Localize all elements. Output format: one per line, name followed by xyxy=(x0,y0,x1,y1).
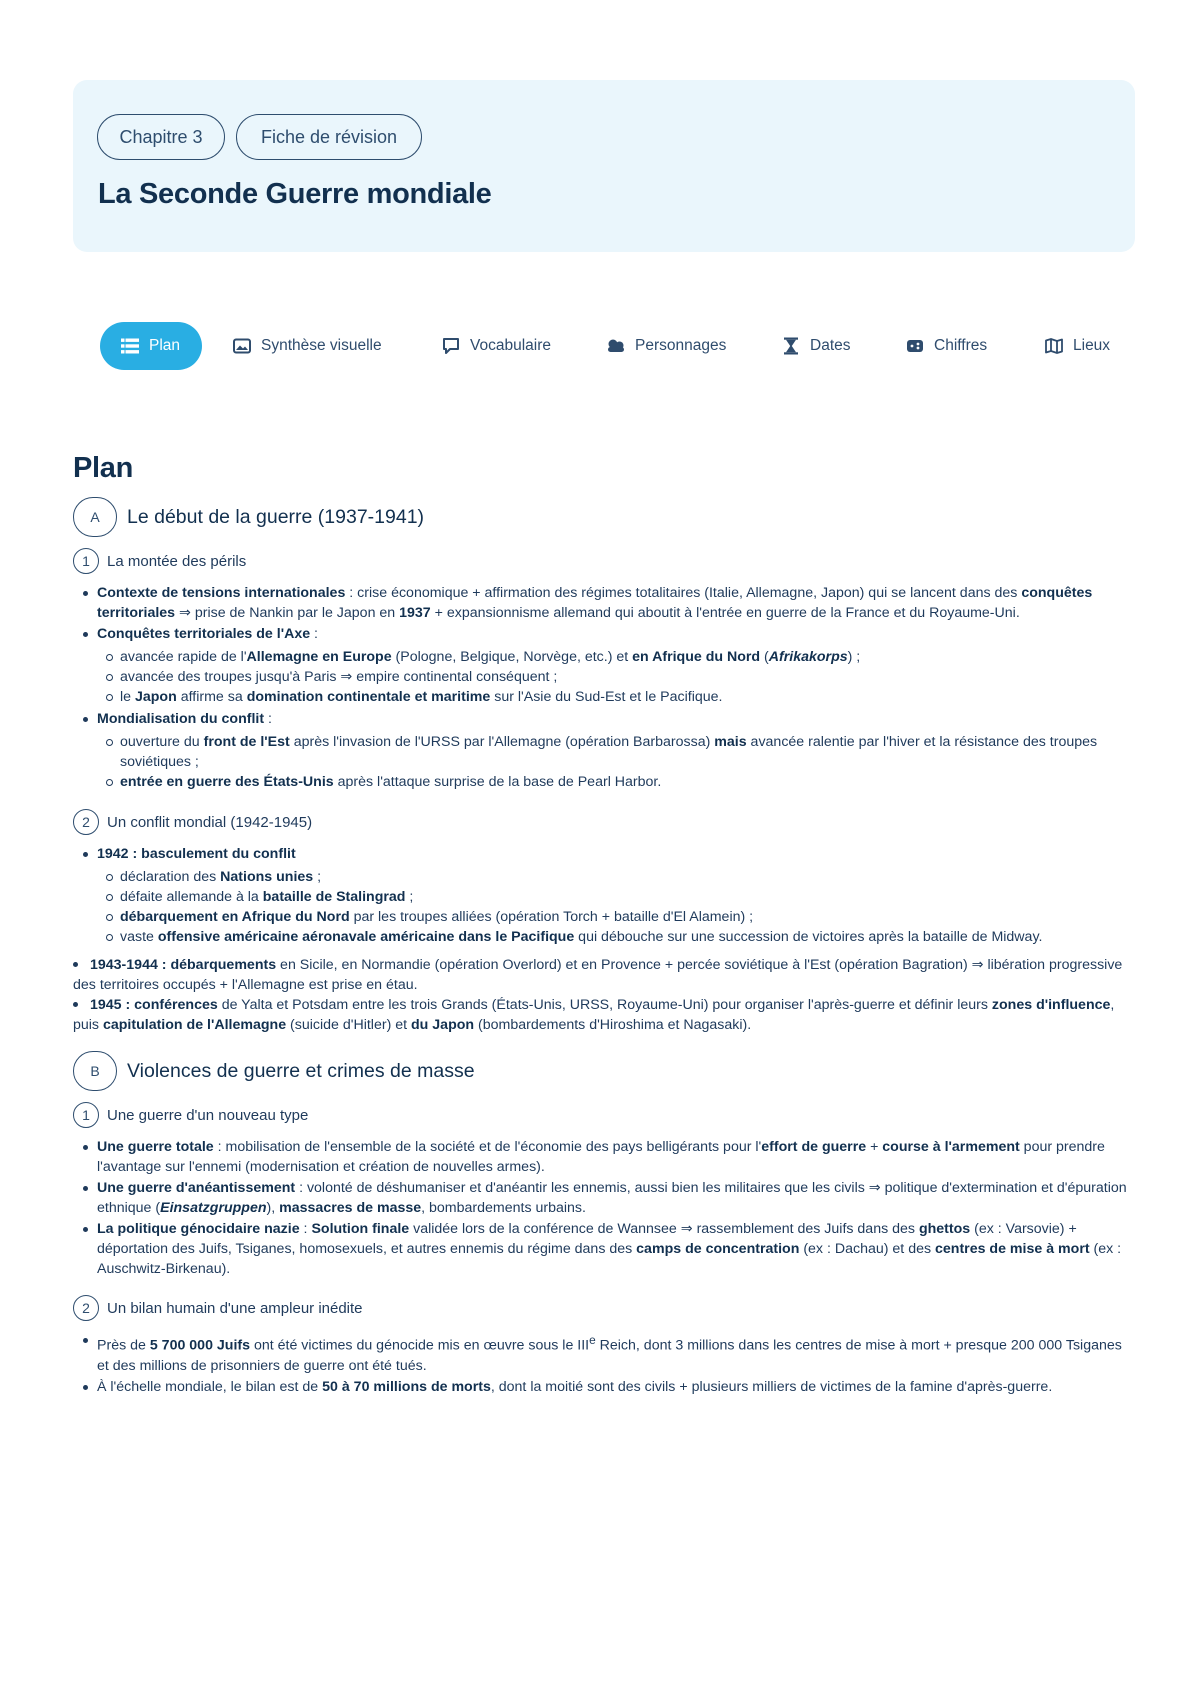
list-item: déclaration des Nations unies ; xyxy=(97,867,1135,887)
list-item: avancée rapide de l'Allemagne en Europe (Pologne, Belgique, Norvège, etc.) et en Afrique du Nord (Afrikakorps) ; xyxy=(97,647,1135,667)
tab-visual-synthesis[interactable] xyxy=(232,322,382,370)
tab-label: Personnages xyxy=(635,337,727,354)
list-icon xyxy=(120,336,140,356)
paragraph: 1945 : conférences de Yalta et Potsdam entre les trois Grands (États-Unis, URSS, Royaume-Uni) pour organiser l'après-guerre et définir leurs zones d'influence, puis capitulation de l'Allemagne (suicide d'Hitler) et du Japon (bombardements d'Hiroshima et Nagasaki). xyxy=(73,997,1115,1033)
list-item: À l'échelle mondiale, le bilan est de 50 à 70 millions de morts, dont la moitié sont des civils + plusieurs milliers de victimes de la famine d'après-guerre. xyxy=(73,1377,1135,1397)
tab-label: Dates xyxy=(810,337,851,354)
bullet-list xyxy=(73,583,1135,792)
subsection-title: La montée des périls xyxy=(107,552,247,570)
subsection-title: Un conflit mondial (1942-1945) xyxy=(107,813,313,831)
map-icon xyxy=(1044,336,1064,356)
list-item: défaite allemande à la bataille de Stalingrad ; xyxy=(97,887,1135,907)
people-icon xyxy=(606,336,626,356)
bullet-list xyxy=(73,1330,1135,1397)
tab-people[interactable] xyxy=(606,322,726,370)
sheet-type-pill: Fiche de révision xyxy=(236,114,422,160)
list-item: ouverture du front de l'Est après l'invasion de l'URSS par l'Allemagne (opération Barbarossa) mais avancée ralentie par l'hiver et la résistance des troupes soviétiques ; xyxy=(97,732,1135,772)
subsection-badge: 1 xyxy=(73,1102,99,1128)
image-icon xyxy=(232,336,252,356)
subsection-a1-header xyxy=(73,547,1135,575)
sub-list xyxy=(97,867,1135,947)
list-item: débarquement en Afrique du Nord par les troupes alliées (opération Torch + bataille d'El Alamein) ; xyxy=(97,907,1135,927)
section-b-header xyxy=(73,1049,1135,1093)
list-item: le Japon affirme sa domination continentale et maritime sur l'Asie du Sud-Est et le Pacifique. xyxy=(97,687,1135,707)
subsection-badge: 1 xyxy=(73,548,99,574)
tab-plan[interactable] xyxy=(100,322,202,370)
subsection-b1-header xyxy=(73,1101,1135,1129)
tab-label: Plan xyxy=(149,337,181,354)
list-item: vaste offensive américaine aéronavale américaine dans le Pacifique qui débouche sur une succession de victoires après la bataille de Midway. xyxy=(97,927,1135,947)
subsection-badge: 2 xyxy=(73,809,99,835)
subsection-b2-header xyxy=(73,1294,1135,1322)
bullet-list xyxy=(73,1137,1135,1279)
list-item: Conquêtes territoriales de l'Axe : avancée rapide de l'Allemagne en Europe (Pologne, Belgique, Norvège, etc.) et en Afrique du Nord (Afrikakorps) ; avancée des troupes jusqu'à Paris ⇒ empire continental conséquent ; le Japon affirme sa domination continentale et maritime sur l'Asie du Sud-Est et le Pacifique. xyxy=(73,624,1135,707)
subsection-title: Un bilan humain d'une ampleur inédite xyxy=(107,1299,363,1317)
list-item: Une guerre d'anéantissement : volonté de déshumaniser et d'anéantir les ennemis, aussi bien les militaires que les civils ⇒ politique d'extermination et d'épuration ethnique (Einsatzgruppen), massacres de masse, bombardements urbains. xyxy=(73,1178,1135,1218)
list-item: Contexte de tensions internationales : crise économique + affirmation des régimes totalitaires (Italie, Allemagne, Japon) qui se lancent dans des conquêtes territoriales ⇒ prise de Nankin par le Japon en 1937 + expansionnisme allemand qui aboutit à l'entrée en guerre de la France et du Royaume-Uni. xyxy=(73,583,1135,623)
tab-label: Chiffres xyxy=(934,337,988,354)
chapter-pill: Chapitre 3 xyxy=(97,114,225,160)
tab-vocabulary[interactable] xyxy=(441,322,551,370)
tab-dates[interactable] xyxy=(781,322,851,370)
tab-label: Lieux xyxy=(1073,337,1111,354)
section-a-header xyxy=(73,495,1135,539)
section-title: Violences de guerre et crimes de masse xyxy=(127,1059,475,1082)
section-badge: B xyxy=(73,1051,117,1091)
list-item: Près de 5 700 000 Juifs ont été victimes du génocide mis en œuvre sous le IIIe Reich, dont 3 millions dans les centres de mise à mort + presque 200 000 Tsiganes et des millions de prisonniers de guerre ont été tués. xyxy=(73,1330,1135,1376)
dice-icon xyxy=(905,336,925,356)
plan-content xyxy=(73,452,1135,1398)
tab-label: Synthèse visuelle xyxy=(261,337,382,354)
speech-bubble-icon xyxy=(441,336,461,356)
bullet-list xyxy=(73,844,1135,947)
tab-label: Vocabulaire xyxy=(470,337,552,354)
sub-list xyxy=(97,732,1135,792)
subsection-title: Une guerre d'un nouveau type xyxy=(107,1106,309,1124)
header-card xyxy=(73,80,1135,252)
sub-list xyxy=(97,647,1135,707)
section-tabs xyxy=(100,322,1120,370)
hourglass-icon xyxy=(781,336,801,356)
list-item: La politique génocidaire nazie : Solution finale validée lors de la conférence de Wannsee ⇒ rassemblement des Juifs dans des ghettos (ex : Varsovie) + déportation des Juifs, Tsiganes, homosexuels, et autres ennemis du régime dans des camps de concentration (ex : Dachau) et des centres de mise à mort (ex : Auschwitz-Birkenau). xyxy=(73,1219,1135,1279)
paragraph: 1943-1944 : débarquements en Sicile, en Normandie (opération Overlord) et en Provence + percée soviétique à l'Est (opération Bagration) ⇒ libération progressive des territoires occupés + l'Allemagne est prise en étau. xyxy=(73,957,1123,993)
page-title: La Seconde Guerre mondiale xyxy=(98,178,492,210)
list-item: avancée des troupes jusqu'à Paris ⇒ empire continental conséquent ; xyxy=(97,667,1135,687)
subsection-badge: 2 xyxy=(73,1295,99,1321)
list-item: entrée en guerre des États-Unis après l'attaque surprise de la base de Pearl Harbor. xyxy=(97,772,1135,792)
subsection-a2-header xyxy=(73,808,1135,836)
section-title: Le début de la guerre (1937-1941) xyxy=(127,505,425,528)
list-item: Mondialisation du conflit : ouverture du front de l'Est après l'invasion de l'URSS par l'Allemagne (opération Barbarossa) mais avancée ralentie par l'hiver et la résistance des troupes soviétiques ; entrée en guerre des États-Unis après l'attaque surprise de la base de Pearl Harbor. xyxy=(73,709,1135,792)
tab-figures[interactable] xyxy=(905,322,987,370)
tab-places[interactable] xyxy=(1044,322,1110,370)
list-item: Une guerre totale : mobilisation de l'ensemble de la société et de l'économie des pays belligérants pour l'effort de guerre + course à l'armement pour prendre l'avantage sur l'ennemi (modernisation et création de nouvelles armes). xyxy=(73,1137,1135,1177)
section-badge: A xyxy=(73,497,117,537)
list-item: 1942 : basculement du conflit déclaration des Nations unies ; défaite allemande à la bataille de Stalingrad ; débarquement en Afrique du Nord par les troupes alliées (opération Torch + bataille d'El Alamein) ; vaste offensive américaine aéronavale américaine dans le Pacifique qui débouche sur une succession de victoires après la bataille de Midway. xyxy=(73,844,1135,947)
plan-heading: Plan xyxy=(73,452,134,484)
